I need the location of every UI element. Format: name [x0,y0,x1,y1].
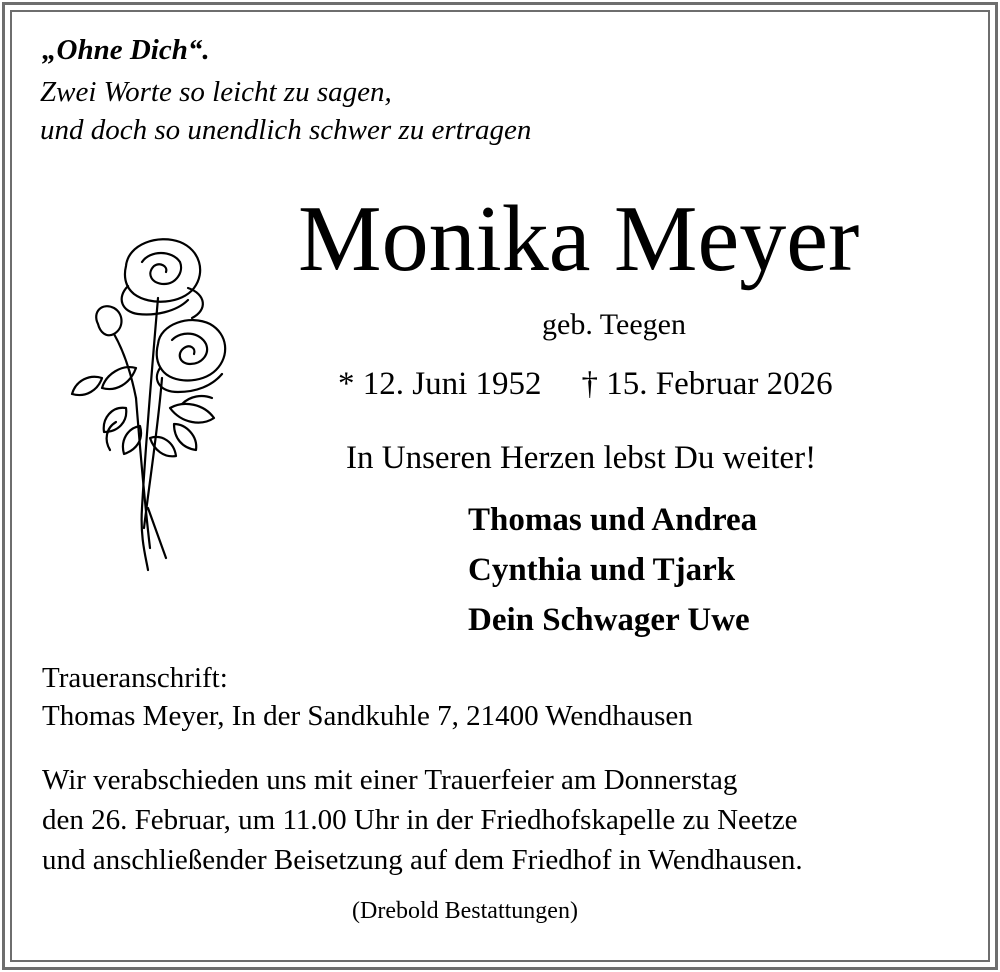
service-line-1: Wir verabschieden uns mit einer Trauerfeier am Donnerstag [42,764,738,796]
undertaker: (Drebold Bestattungen) [352,898,578,924]
quote-line-1: Zwei Worte so leicht zu sagen, [40,76,392,108]
service-line-2: den 26. Februar, um 11.00 Uhr in der Friedhofskapelle zu Neetze [42,804,798,836]
life-dates [338,366,833,403]
maiden-name: geb. Teegen [542,308,686,341]
mourner-line: Thomas und Andrea [468,502,758,538]
deceased-name: Monika Meyer [298,187,860,291]
quote-title: „Ohne Dich“. [42,34,210,66]
address-label: Traueranschrift: [42,662,228,694]
rose-icon [66,228,236,578]
service-line-3: und anschließender Beisetzung auf dem Friedhof in Wendhausen. [42,844,803,876]
quote-line-2: und doch so unendlich schwer zu ertragen [40,114,532,146]
birth-date: * 12. Juni 1952 [338,366,542,402]
mourner-line: Dein Schwager Uwe [468,602,750,638]
mourner-line: Cynthia und Tjark [468,552,736,588]
motto: In Unseren Herzen lebst Du weiter! [346,440,817,476]
address-line: Thomas Meyer, In der Sandkuhle 7, 21400 Wendhausen [42,700,693,732]
death-date: † 15. Februar 2026 [581,366,833,402]
